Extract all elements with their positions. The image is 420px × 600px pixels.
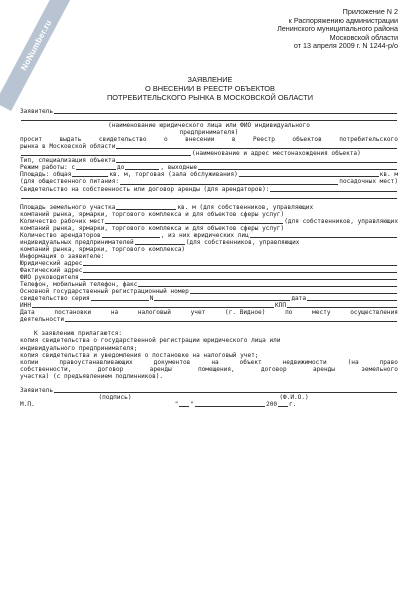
caption-row	[20, 122, 398, 129]
legal-address-label: Юридический адрес	[20, 259, 83, 267]
word: собственности,	[20, 365, 72, 373]
cert-date-label: дата	[291, 295, 306, 303]
legal-address-field[interactable]	[83, 259, 397, 266]
tenants-row	[20, 232, 398, 239]
cert-number-label: N	[149, 295, 154, 303]
inn-field[interactable]	[32, 302, 274, 309]
tax-date-field[interactable]	[65, 316, 397, 323]
word: документов	[153, 358, 191, 366]
applicant-field-2[interactable]	[21, 115, 397, 122]
head-name-label: ФИО руководителя	[20, 274, 79, 282]
ownership-field[interactable]	[270, 185, 397, 192]
word: (г. Видное)	[225, 309, 266, 317]
info-label: Информация о заявителе:	[20, 252, 105, 260]
tenants-note: (для собственников, управляющих	[185, 238, 300, 246]
tax-text: деятельности	[20, 316, 65, 324]
ownership-field-2[interactable]	[21, 192, 397, 199]
request-text: рынка в Московской области	[20, 143, 116, 151]
word: свидетельство	[98, 136, 147, 144]
blank-row	[20, 193, 398, 200]
tenants-label: Количество арендаторов	[20, 231, 101, 239]
fio-caption: (Ф.И.О.)	[279, 393, 309, 401]
date-year-field[interactable]	[278, 400, 288, 407]
document-title	[0, 76, 420, 102]
attachment-item	[20, 352, 398, 359]
workplaces-label: Количество рабочих мест	[20, 217, 105, 225]
object-field[interactable]	[116, 143, 397, 150]
catering-label: (для общественного питания:	[20, 178, 120, 186]
word: Реестр	[252, 136, 275, 144]
attachment-item	[20, 366, 398, 373]
word: по	[285, 309, 293, 317]
kpp-label: КПП	[274, 302, 286, 310]
signature-row	[20, 387, 398, 394]
word: выдать	[59, 136, 82, 144]
workplaces-note: (для собственников, управляющих	[284, 217, 398, 225]
word: осуществления	[350, 309, 398, 317]
workplaces-field[interactable]	[105, 217, 283, 224]
object-caption: (наименование и адрес местонахождения объекта)	[192, 150, 361, 158]
word: учет	[190, 309, 206, 317]
word: постановки	[54, 309, 92, 317]
word: в	[231, 136, 236, 144]
tenants-legal-label: , из них юридических лиц	[160, 231, 249, 239]
attachments-label: К заявлению прилагаются:	[34, 330, 123, 338]
area-trade-label: кв. м, торговая (зала обслуживания)	[109, 171, 238, 179]
date-quote-open: "	[174, 400, 179, 408]
ogrn-label: Основной государственный регистрационный номер	[20, 288, 189, 296]
land-row	[20, 204, 398, 211]
days-off-field[interactable]	[198, 164, 397, 171]
word: налоговый	[137, 309, 171, 317]
appendix-line: от 13 апреля 2009 г. N 1244-р/о	[293, 41, 398, 51]
applicant-label: Заявитель	[20, 108, 54, 115]
appendix-line: Приложение N 2	[342, 7, 398, 16]
catering-field[interactable]	[120, 178, 338, 185]
attachment-text: копия свидетельства и уведомления о постановке на налоговый учет;	[20, 351, 259, 359]
ogrn-field[interactable]	[190, 288, 397, 295]
attachment-text	[20, 366, 398, 373]
word: аренды	[149, 365, 172, 373]
object-type-label: Тип, специализация объекта	[20, 157, 116, 165]
phone-field[interactable]	[138, 281, 397, 288]
word: недвижимости	[282, 358, 327, 366]
applicant-field[interactable]	[54, 107, 397, 114]
caption-row	[20, 115, 398, 122]
word: аренды	[312, 365, 335, 373]
word: помещения,	[197, 365, 235, 373]
attachment-text	[20, 359, 398, 366]
word: объектов	[292, 136, 322, 144]
date-day-field[interactable]	[179, 400, 189, 407]
applicant-caption: (наименование юридического лица или ФИО индивидуального	[108, 122, 310, 130]
application-form	[20, 108, 398, 408]
area-total-label: Площадь: общая	[20, 171, 72, 179]
attachment-text: участка) (с предъявлением подлинников).	[20, 372, 164, 380]
days-off-label: , выходные	[160, 164, 198, 172]
area-total-field[interactable]	[72, 171, 108, 178]
actual-address-label: Фактический адрес	[20, 267, 83, 275]
word: просит	[20, 136, 43, 144]
attachment-item	[20, 373, 398, 380]
schedule-from-field[interactable]	[76, 164, 116, 171]
word: Дата	[20, 309, 35, 317]
object-type-field[interactable]	[116, 157, 397, 164]
tax-row-2	[20, 316, 398, 323]
title-line: ПОТРЕБИТЕЛЬСКОГО РЫНКА В МОСКОВСКОЙ ОБЛАСТИ	[106, 92, 314, 102]
area-trade-field[interactable]	[239, 171, 379, 178]
object-field-2[interactable]	[21, 150, 191, 157]
kpp-field[interactable]	[287, 302, 397, 309]
word: потребительского	[339, 136, 398, 144]
word: месту	[312, 309, 331, 317]
signature-caption: (подпись)	[98, 393, 132, 401]
word: правоустанавливающих	[59, 358, 133, 366]
note-row	[20, 246, 398, 253]
ownership-label: Свидетельство на собственность или договор аренды (для арендаторов):	[20, 185, 270, 193]
schedule-to-field[interactable]	[125, 164, 159, 171]
attachment-text: индивидуального предпринимателя;	[20, 344, 138, 352]
attachment-item	[20, 359, 398, 366]
word: на	[211, 358, 219, 366]
signature-applicant-label: Заявитель	[20, 386, 54, 394]
schedule-to-label: до	[117, 164, 125, 172]
word: объект	[239, 358, 262, 366]
phone-label: Телефон, мобильный телефон, факс	[20, 281, 138, 289]
inn-row	[20, 302, 398, 309]
stamp-date-row	[20, 401, 398, 408]
tenants-note-2: компаний рынка, ярмарки, торгового комплекса)	[20, 245, 186, 253]
watermark-text: NoNumber.ru	[18, 17, 54, 73]
title-line: О ВНЕСЕНИИ В РЕЕСТР ОБЪЕКТОВ	[145, 83, 275, 93]
cert-date-field[interactable]	[307, 295, 397, 302]
appendix-line: Московской области	[329, 32, 398, 42]
cert-series-label: свидетельство серия	[20, 295, 90, 303]
date-year-suffix: г.	[289, 400, 297, 408]
word: на	[110, 309, 119, 317]
actual-address-field[interactable]	[83, 266, 397, 273]
applicant-caption: предпринимателя)	[179, 129, 239, 137]
appendix-line: Ленинского муниципального района	[277, 24, 398, 34]
land-label: Площадь земельного участка	[20, 203, 116, 211]
cert-number-field[interactable]	[154, 295, 290, 302]
word: внесении	[185, 136, 215, 144]
date-month-field[interactable]	[195, 400, 265, 407]
word: земельного	[361, 365, 398, 373]
head-name-field[interactable]	[80, 274, 397, 281]
tenants-ip-label: индивидуальных предпринимателей	[20, 238, 134, 246]
appendix-header	[277, 8, 398, 51]
word: (на	[347, 358, 359, 366]
word: о	[164, 136, 168, 144]
tenants-ip-field[interactable]	[135, 238, 185, 245]
attachment-item	[20, 345, 398, 352]
catering-seats-label: посадочных мест)	[339, 178, 398, 186]
date-quote-close: "	[190, 400, 195, 408]
title-line: ЗАЯВЛЕНИЕ	[187, 75, 233, 84]
cert-series-field[interactable]	[91, 295, 149, 302]
appendix-line: к Распоряжению администрации	[288, 15, 398, 25]
land-note: кв. м (для собственников, управляющих	[177, 203, 314, 211]
inn-label: ИНН	[20, 302, 32, 310]
attachment-text: копия свидетельства о государственной регистрации юридического лица или	[20, 337, 281, 345]
attachment-item	[20, 337, 398, 344]
stamp-label: М.П.	[20, 400, 35, 408]
schedule-label: Режим работы: с	[20, 164, 76, 172]
area-unit: кв. м	[379, 171, 398, 179]
date-year: 200	[266, 400, 278, 408]
word: копии	[20, 358, 39, 366]
land-note-2: компаний рынка, ярмарки, торгового комплекса и для объектов сферы услуг)	[20, 210, 285, 218]
workplaces-row	[20, 218, 398, 225]
signature-field[interactable]	[54, 386, 397, 393]
tenants-ip-row	[20, 239, 398, 246]
word: договор	[97, 365, 124, 373]
tenants-field[interactable]	[102, 231, 160, 238]
word: право	[379, 358, 398, 366]
word: договор	[260, 365, 287, 373]
tenants-legal-field[interactable]	[250, 231, 397, 238]
workplaces-note-2: компаний рынка, ярмарки, торгового комплекса и для объектов сферы услуг)	[20, 224, 285, 232]
land-field[interactable]	[116, 203, 176, 210]
